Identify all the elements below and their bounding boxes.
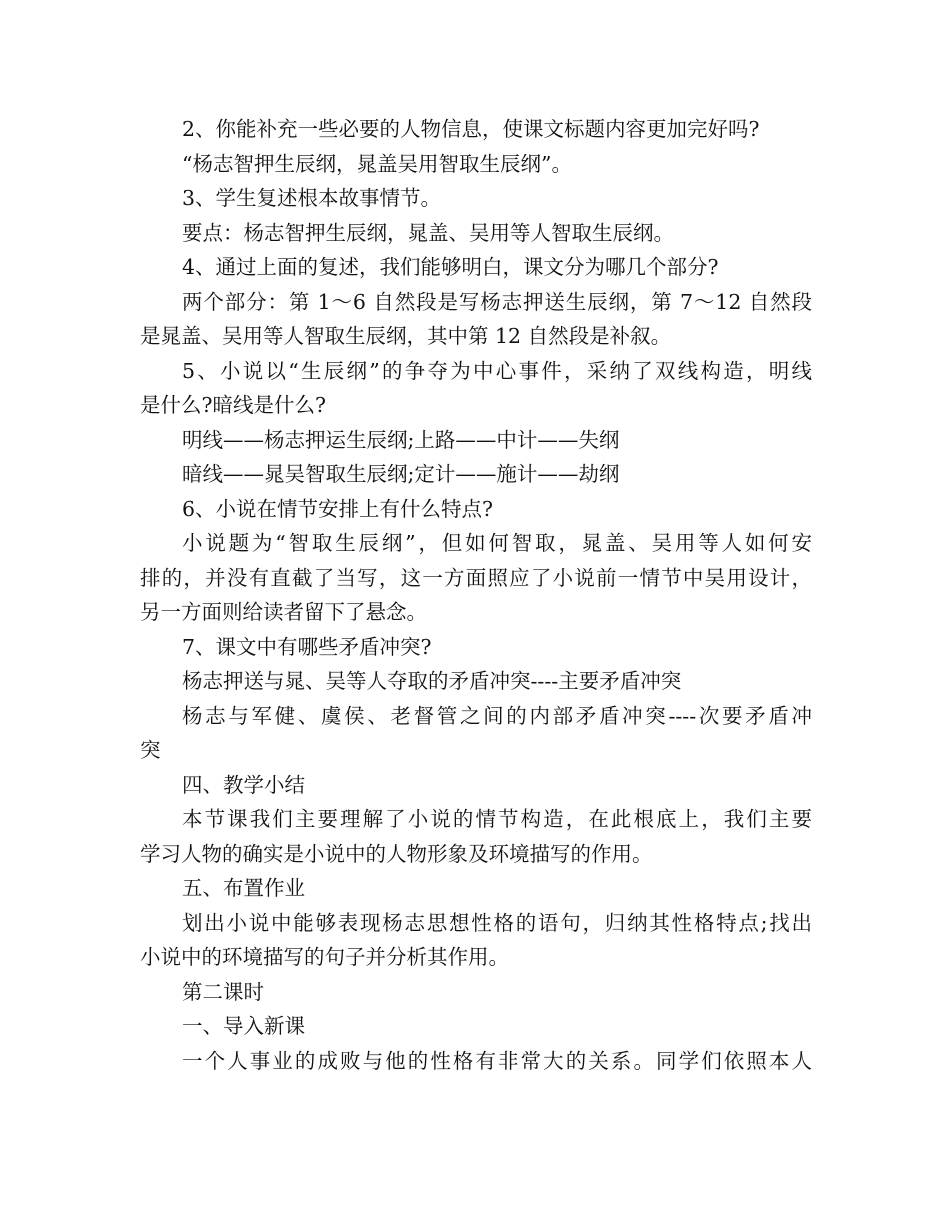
summary-line-2: 学习人物的确实是小说中的人物形象及环境描写的作用。 (140, 841, 653, 866)
second-lesson-heading: 第二课时 (182, 979, 264, 1004)
question-5-line-1: 5、小说以“生辰纲”的争夺为中心事件，采纳了双线构造，明线 (182, 358, 812, 383)
answer-6-line-1: 小说题为“智取生辰纲”，但如何智取，晁盖、吴用等人如何安 (182, 531, 812, 555)
answer-5-bright-line: 明线——杨志押运生辰纲;上路——中计——失纲 (182, 427, 620, 452)
answer-3: 要点：杨志智押生辰纲，晁盖、吴用等人智取生辰纲。 (182, 220, 674, 245)
answer-4-line-1: 两个部分：第 1～6 自然段是写杨志押送生辰纲，第 7～12 自然段 (182, 289, 812, 314)
introduction-line-1: 一个人事业的成败与他的性格有非常大的关系。同学们依照本人 (182, 1048, 812, 1073)
answer-7-main-conflict: 杨志押送与晁、吴等人夺取的矛盾冲突----主要矛盾冲突 (182, 669, 682, 693)
answer-5-dark-line: 暗线——晁吴智取生辰纲;定计——施计——劫纲 (182, 462, 620, 486)
section-heading-introduction: 一、导入新课 (182, 1014, 305, 1038)
answer-7-secondary-conflict-line-1: 杨志与军健、虞侯、老督管之间的内部矛盾冲突----次要矛盾冲 (182, 703, 812, 728)
answer-4-line-2: 是晁盖、吴用等人智取生辰纲，其中第 12 自然段是补叙。 (140, 324, 672, 348)
section-heading-summary: 四、教学小结 (182, 772, 305, 797)
answer-6-line-2: 排的，并没有直截了当写，这一方面照应了小说前一情节中吴用设计， (140, 565, 812, 590)
section-heading-homework: 五、布置作业 (182, 876, 305, 900)
question-2: 2、你能补充一些必要的人物信息，使课文标题内容更加完好吗? (182, 117, 760, 141)
question-6: 6、小说在情节安排上有什么特点? (182, 496, 494, 521)
answer-6-line-3: 另一方面则给读者留下了悬念。 (140, 600, 427, 624)
summary-line-1: 本节课我们主要理解了小说的情节构造，在此根底上，我们主要 (182, 807, 812, 831)
homework-line-2: 小说中的环境描写的句子并分析其作用。 (140, 945, 509, 969)
question-4: 4、通过上面的复述，我们能够明白，课文分为哪几个部分? (182, 255, 719, 279)
answer-7-secondary-conflict-line-2: 突 (140, 738, 161, 762)
question-7: 7、课文中有哪些矛盾冲突? (182, 634, 432, 659)
homework-line-1: 划出小说中能够表现杨志思想性格的语句，归纳其性格特点;找出 (182, 910, 812, 935)
question-3: 3、学生复述根本故事情节。 (182, 186, 442, 210)
question-5-line-2: 是什么?暗线是什么? (140, 393, 326, 417)
document-body (140, 112, 812, 1078)
answer-2: “杨志智押生辰纲，晁盖吴用智取生辰纲”。 (182, 151, 572, 176)
